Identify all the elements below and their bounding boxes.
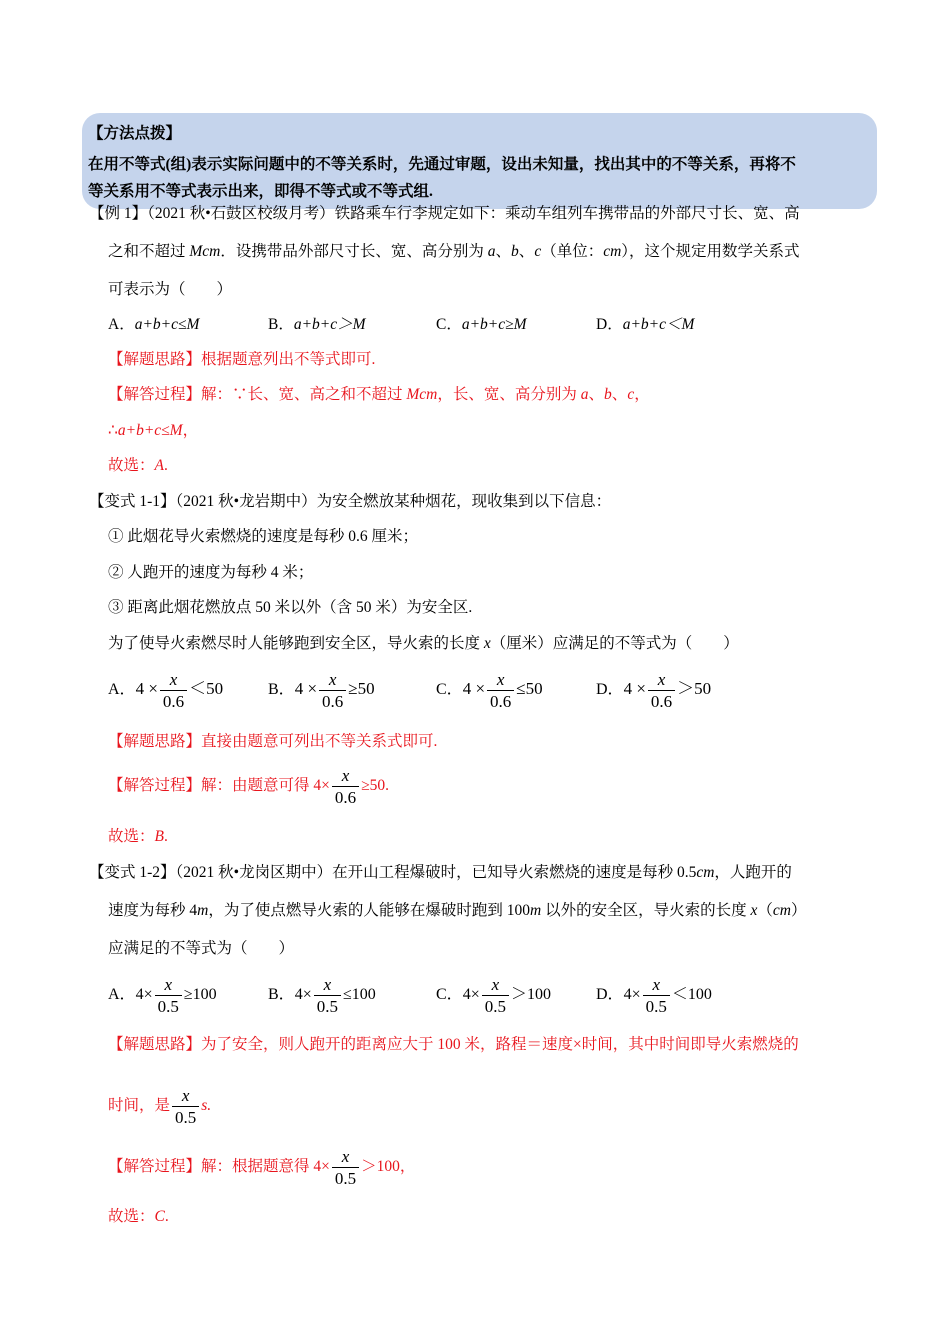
math-var: x [483, 635, 491, 652]
numerator: x [341, 1147, 350, 1166]
text: ， [182, 422, 199, 439]
math-var: m [197, 902, 209, 919]
example1-process [108, 387, 650, 403]
variant11-option-d [596, 671, 711, 710]
math-text: 4× [462, 986, 480, 1004]
text: ＞100， [361, 1158, 416, 1176]
math-text: 4 × [462, 679, 486, 699]
text: 、 [495, 243, 512, 260]
denominator: 0.5 [155, 995, 182, 1015]
text: （厘米）应满足的不等式为（ ） [490, 635, 739, 652]
fraction [172, 1087, 199, 1126]
fraction [648, 671, 675, 710]
variant12-line-2 [108, 903, 806, 919]
math-text: 4× [623, 986, 641, 1004]
text: . [163, 828, 168, 845]
numerator: x [341, 766, 350, 785]
math-var: a [580, 386, 589, 403]
example1-option-d [596, 317, 694, 333]
math-text: ＞50 [677, 679, 712, 699]
variant11-item-3: ③ 距离此烟花燃放点 50 米以外（含 50 米）为安全区. [108, 599, 473, 616]
variant12-answer [108, 1209, 169, 1225]
math-text: ≥100 [183, 986, 217, 1004]
math-var: Mcm [189, 243, 221, 260]
text: 【解答过程】解：由题意可得 4× [108, 777, 330, 795]
text: ．设携带品外部尺寸长、宽、高分别为 [220, 243, 488, 260]
text: . [164, 1208, 169, 1225]
text: 时间，是 [108, 1097, 171, 1115]
option-label: C． [436, 316, 462, 333]
fraction [314, 976, 341, 1015]
variant12-option-d [596, 976, 712, 1015]
option-text: a+b+c≥M [461, 316, 527, 333]
example1-option-b [268, 317, 366, 333]
math-text: ≥50 [348, 679, 375, 699]
variant11-item-1: ① 此烟花导火索燃烧的速度是每秒 0.6 厘米； [108, 528, 419, 545]
fraction [487, 671, 514, 710]
text: 、 [588, 386, 605, 403]
denominator: 0.5 [314, 995, 341, 1015]
math-var: b [511, 243, 519, 260]
variant12-idea-2 [108, 1087, 211, 1126]
answer-letter: C [154, 1208, 165, 1225]
variant12-option-b [268, 976, 376, 1015]
example1-option-c [436, 317, 527, 333]
example1-answer [108, 458, 168, 474]
variant11-item-2: ② 人跑开的速度为每秒 4 米； [108, 564, 314, 581]
option-text: a+b+c＜M [622, 316, 695, 333]
text: ， [634, 386, 650, 403]
math-text: ＞100 [510, 986, 551, 1004]
option-text: a+b+c≤M [134, 316, 200, 333]
variant11-idea: 【解题思路】直接由题意可列出不等关系式即可. [108, 733, 438, 750]
variant11-option-b [268, 671, 375, 710]
fraction [155, 976, 182, 1015]
math-text: 4 × [135, 679, 158, 699]
text: ，长、宽、高分别为 [437, 386, 581, 403]
option-label: D． [596, 986, 624, 1004]
math-text: ≤50 [516, 679, 543, 699]
example1-line-3: 可表示为（ ） [108, 281, 233, 298]
text: 【解答过程】解：∵长、宽、高之和不超过 [108, 386, 407, 403]
fraction [319, 671, 346, 710]
denominator: 0.6 [160, 690, 187, 710]
text: 故选： [108, 457, 155, 474]
example1-process-2 [108, 423, 198, 439]
option-label: D． [596, 681, 624, 699]
text: 以外的安全区，导火索的长度 [541, 902, 751, 919]
text: 之和不超过 [108, 243, 190, 260]
denominator: 0.6 [332, 786, 359, 806]
option-label: B． [268, 681, 295, 699]
variant12-option-c [436, 976, 551, 1015]
text: ≥50. [361, 777, 390, 795]
option-label: B． [268, 316, 294, 333]
numerator: x [323, 975, 332, 994]
math-var: m [529, 902, 542, 919]
text: 【变式 1-2】（2021 秋•龙岗区期中）在开山工程爆破时，已知导火索燃烧的速度是每秒 0.5 [89, 864, 697, 881]
fraction [643, 976, 670, 1015]
method-tip-box [82, 113, 877, 209]
option-label: B． [268, 986, 295, 1004]
text: ，人跑开的 [714, 864, 792, 881]
fraction [160, 671, 187, 710]
tip-line-1: 在用不等式(组)表示实际问题中的不等关系时，先通过审题，设出未知量，找出其中的不等关系，再将不 [88, 156, 796, 173]
text: 、 [518, 243, 535, 260]
numerator: x [328, 670, 337, 689]
tip-title: 【方法点拨】 [88, 125, 182, 142]
math-var: a [487, 243, 496, 260]
numerator: x [164, 975, 172, 994]
variant11-option-a [108, 671, 223, 710]
text: （ [757, 902, 773, 919]
text: 【解答过程】解：根据题意得 4× [108, 1158, 330, 1176]
math-text: ≤100 [342, 986, 376, 1004]
option-label: D． [596, 316, 623, 333]
denominator: 0.5 [172, 1106, 199, 1126]
denominator: 0.6 [648, 690, 675, 710]
denominator: 0.5 [643, 995, 670, 1015]
option-label: C． [436, 681, 463, 699]
text: 为了使导火索燃尽时人能够跑到安全区，导火索的长度 [108, 635, 484, 652]
answer-letter: B [154, 828, 164, 845]
denominator: 0.5 [332, 1167, 359, 1187]
text: s. [201, 1097, 212, 1115]
text: （单位： [541, 243, 604, 260]
variant11-line-1: 【变式 1-1】（2021 秋•龙岩期中）为安全燃放某种烟花，现收集到以下信息： [89, 493, 612, 510]
example1-option-a [108, 317, 199, 333]
text: ），这个规定用数学关系式 [621, 243, 800, 260]
example1-line-1: 【例 1】（2021 秋•石鼓区校级月考）铁路乘车行李规定如下：乘动车组列车携带品的外部尺寸长、宽、高 [89, 205, 800, 222]
fraction [482, 976, 509, 1015]
variant12-idea: 【解题思路】为了安全，则人跑开的距离应大于 100 米，路程＝速度×时间，其中时间即导火索燃烧的 [108, 1036, 799, 1053]
denominator: 0.6 [319, 690, 346, 710]
text: ，为了使点燃导火索的人能够在爆破时跑到 100 [208, 902, 530, 919]
math-var: c [534, 243, 542, 260]
fraction [332, 767, 359, 806]
numerator: x [169, 670, 178, 689]
denominator: 0.6 [487, 690, 514, 710]
tip-line-2: 等关系用不等式表示出来，即得不等式或不等式组. [88, 183, 433, 200]
math-var: cm [696, 864, 715, 881]
option-text: a+b+c＞M [293, 316, 366, 333]
option-label: A． [108, 681, 136, 699]
numerator: x [657, 670, 666, 689]
math-expr: a+b+c≤M [117, 422, 183, 439]
fraction [332, 1148, 359, 1187]
variant11-process [108, 767, 389, 806]
denominator: 0.5 [482, 995, 509, 1015]
example1-line-2 [108, 244, 800, 260]
variant12-line-3: 应满足的不等式为（ ） [108, 940, 295, 957]
math-var: x [750, 902, 758, 919]
option-label: A． [108, 316, 135, 333]
variant11-option-c [436, 671, 543, 710]
text: ） [790, 902, 807, 919]
option-label: A． [108, 986, 136, 1004]
numerator: x [652, 975, 660, 994]
numerator: x [181, 1086, 190, 1105]
math-text: 4× [294, 986, 312, 1004]
text: 、 [611, 386, 628, 403]
variant11-question [108, 636, 739, 652]
answer-letter: A [154, 457, 164, 474]
therefore-symbol: ∴ [108, 422, 118, 439]
math-text: 4 × [623, 679, 646, 699]
math-text: 4× [135, 986, 153, 1004]
text: . [163, 457, 168, 474]
variant12-option-a [108, 976, 217, 1015]
math-var: Mcm [406, 386, 438, 403]
math-var: cm [772, 902, 791, 919]
variant11-answer [108, 829, 168, 845]
option-label: C． [436, 986, 463, 1004]
math-var: b [604, 386, 612, 403]
example1-idea: 【解题思路】根据题意列出不等式即可. [108, 351, 376, 368]
math-var: c [627, 386, 635, 403]
text: 故选： [108, 1208, 155, 1225]
math-text: 4 × [294, 679, 318, 699]
text: 故选： [108, 828, 155, 845]
math-var: cm [603, 243, 622, 260]
variant12-process [108, 1148, 415, 1187]
numerator: x [491, 975, 500, 994]
math-text: ＜100 [671, 986, 712, 1004]
text: 速度为每秒 4 [108, 902, 198, 919]
variant12-line-1 [89, 865, 792, 881]
numerator: x [496, 670, 505, 689]
math-text: ＜50 [189, 679, 224, 699]
